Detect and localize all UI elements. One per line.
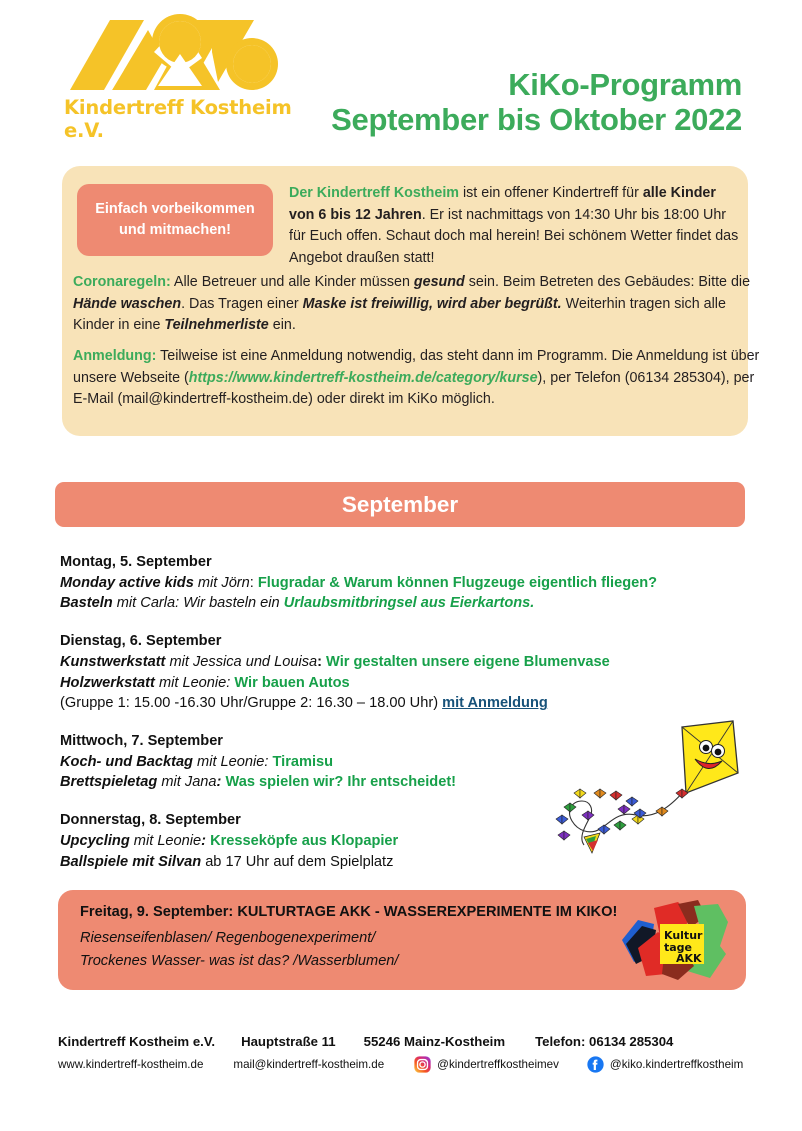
anmeldung-paragraph <box>73 346 763 411</box>
intro-bold-1: alle Kinder von 6 bis 12 Jahren <box>289 185 716 223</box>
corona-emph-2: Hände waschen <box>73 295 182 312</box>
akk-logo-line-3: AKK <box>676 952 702 965</box>
kiko-logo-mark <box>62 12 292 92</box>
kite-icon <box>548 715 778 875</box>
flying-kite-illustration <box>548 715 778 875</box>
page-title <box>331 68 742 137</box>
corona-text-1: Alle Betreuer und alle Kinder müssen <box>170 274 414 290</box>
title-line-2: September bis Oktober 2022 <box>331 101 742 137</box>
corona-emph-4: Teilnehmerliste <box>164 317 269 334</box>
activity-text: mit Jörn <box>193 574 250 591</box>
badge-line-1: Einfach vorbeikommen <box>95 200 255 217</box>
corona-emph-1: gesund <box>413 274 465 290</box>
footer-spacer-1 <box>215 1034 241 1049</box>
corona-paragraph <box>73 272 763 337</box>
program-day-entry <box>60 552 750 614</box>
intro-text-2: . Er ist nachmittags von 14:30 Uhr bis 18:00 Uhr für Euch offen. Schaut doch mal herein! Bei schönem Wetter findet das Angebot draußen statt! <box>289 206 739 267</box>
footer-links-row <box>58 1056 748 1073</box>
intro-text-1: ist ein offener Kindertreff für <box>459 185 643 201</box>
activity-text: : <box>317 653 327 670</box>
month-label: September <box>341 491 459 517</box>
activity-text: Ballspiele mit Silvan <box>60 853 202 870</box>
activity-text: : <box>249 574 258 591</box>
corona-lead: Coronaregeln: <box>73 274 171 290</box>
anmeldung-text-2: ), per Telefon (06134 285304), per E-Mail (mail@kindertreff-kostheim.de) oder direkt im KiKo möglich. <box>73 369 755 408</box>
activity-text: mit Leonie: <box>154 674 235 691</box>
highlight-title: Freitag, 9. September: KULTURTAGE AKK - WASSEREXPERIMENTE IM KIKO! <box>80 904 618 920</box>
footer-street: Hauptstraße 11 <box>241 1034 336 1049</box>
anmeldung-url[interactable]: https://www.kindertreff-kostheim.de/category/kurse <box>188 369 538 386</box>
footer-org: Kindertreff Kostheim e.V. <box>58 1034 216 1049</box>
program-day-entry <box>60 631 750 714</box>
program-activity-line <box>60 573 750 594</box>
instagram-icon[interactable] <box>414 1056 431 1073</box>
activity-text: mit Jana <box>157 774 217 791</box>
badge-line-2: und mitmachen! <box>119 222 231 238</box>
title-line-1: KiKo-Programm <box>508 67 742 102</box>
activity-text: Tiramisu <box>272 753 334 770</box>
activity-text: mit Jessica und Louisa <box>165 653 318 670</box>
footer-phone: Telefon: 06134 285304 <box>535 1034 674 1049</box>
highlight-sub-line-1: Riesenseifenblasen/ Regenbogenexperiment/ <box>80 930 376 946</box>
activity-text: : <box>216 774 226 791</box>
come-by-badge <box>77 184 273 256</box>
program-activity-line <box>60 693 750 714</box>
program-day-date: Mittwoch, 7. September <box>60 733 223 750</box>
program-activity-line <box>60 652 750 673</box>
activity-text: Was spielen wir? Ihr entscheidet! <box>225 774 457 791</box>
month-banner <box>55 482 745 527</box>
activity-text: Urlaubsmitbringsel aus Eierkartons. <box>283 595 535 612</box>
kulturtage-highlight-box <box>58 890 746 990</box>
program-day-date: Dienstag, 6. September <box>60 633 222 650</box>
organization-logo <box>62 12 292 142</box>
activity-text: Monday active kids <box>60 574 194 591</box>
activity-text: : <box>201 832 211 849</box>
activity-text: Kresseköpfe aus Klopapier <box>210 832 399 849</box>
footer-city: 55246 Mainz-Kostheim <box>363 1034 506 1049</box>
anmeldung-text-1: Teilweise ist eine Anmeldung notwendig, das steht dann im Programm. Die Anmeldung ist über unsere Webseite ( <box>73 348 760 386</box>
activity-text: Kunstwerkstatt <box>60 653 166 670</box>
activity-text: Holzwerkstatt <box>60 674 155 691</box>
page-header <box>0 0 802 150</box>
registration-link[interactable]: mit Anmeldung <box>442 695 548 712</box>
akk-map-icon <box>620 898 732 986</box>
highlight-sub-line-2: Trockenes Wasser- was ist das? /Wasserblumen/ <box>80 953 399 970</box>
corona-emph-3: Maske ist freiwillig, wird aber begrüßt. <box>302 295 562 312</box>
footer-facebook-handle[interactable]: @kiko.kindertreffkostheim <box>609 1058 744 1071</box>
facebook-icon[interactable] <box>587 1056 604 1073</box>
logo-wordmark: Kindertreff Kostheim e.V. <box>64 96 292 142</box>
kulturtage-akk-logo <box>620 898 732 986</box>
activity-text: Brettspieletag <box>60 774 158 791</box>
footer-website[interactable]: www.kindertreff-kostheim.de <box>58 1058 204 1071</box>
akk-logo-line-1: Kultur <box>664 929 703 942</box>
activity-text: mit Leonie: <box>192 753 273 770</box>
activity-text: Flugradar & Warum können Flugzeuge eigentlich fliegen? <box>257 574 658 591</box>
activity-text: (Gruppe 1: 15.00 -16.30 Uhr/Gruppe 2: 16.30 – 18.00 Uhr) <box>60 695 443 712</box>
activity-text: mit Leonie <box>129 832 202 849</box>
akk-logo-line-2: tage <box>664 941 693 954</box>
anmeldung-lead: Anmeldung: <box>73 348 157 364</box>
activity-text: Wir gestalten unsere eigene Blumenvase <box>326 653 610 670</box>
activity-text: mit Carla: Wir basteln ein <box>112 595 284 612</box>
corona-text-5: ein. <box>268 317 296 334</box>
activity-text: Wir bauen Autos <box>234 674 350 691</box>
intro-lead: Der Kindertreff Kostheim <box>289 185 459 201</box>
footer-spacer-3 <box>505 1034 535 1049</box>
activity-text: ab 17 Uhr auf dem Spielplatz <box>201 853 394 870</box>
program-day-date: Montag, 5. September <box>60 554 212 570</box>
highlight-subtitle <box>80 927 398 973</box>
activity-text: Basteln <box>60 595 113 612</box>
activity-text: Koch- und Backtag <box>60 753 193 770</box>
corona-text-2: sein. Beim Betreten des Gebäudes: Bitte die <box>464 274 751 290</box>
corona-text-3: . Das Tragen einer <box>181 295 303 312</box>
footer-contact-row <box>58 1034 748 1049</box>
activity-text: Upcycling <box>60 832 130 849</box>
corona-text-4: Weiterhin tragen sich alle Kinder in eine <box>73 295 726 334</box>
program-activity-line <box>60 593 750 614</box>
footer-instagram-handle[interactable]: @kindertreffkostheimev <box>437 1058 559 1071</box>
program-day-date: Donnerstag, 8. September <box>60 812 241 829</box>
program-activity-line <box>60 673 750 694</box>
footer-email[interactable]: mail@kindertreff-kostheim.de <box>233 1058 385 1071</box>
footer-spacer-2 <box>336 1034 364 1049</box>
info-box <box>62 166 760 436</box>
intro-paragraph <box>289 183 741 270</box>
page-footer <box>0 1034 802 1094</box>
